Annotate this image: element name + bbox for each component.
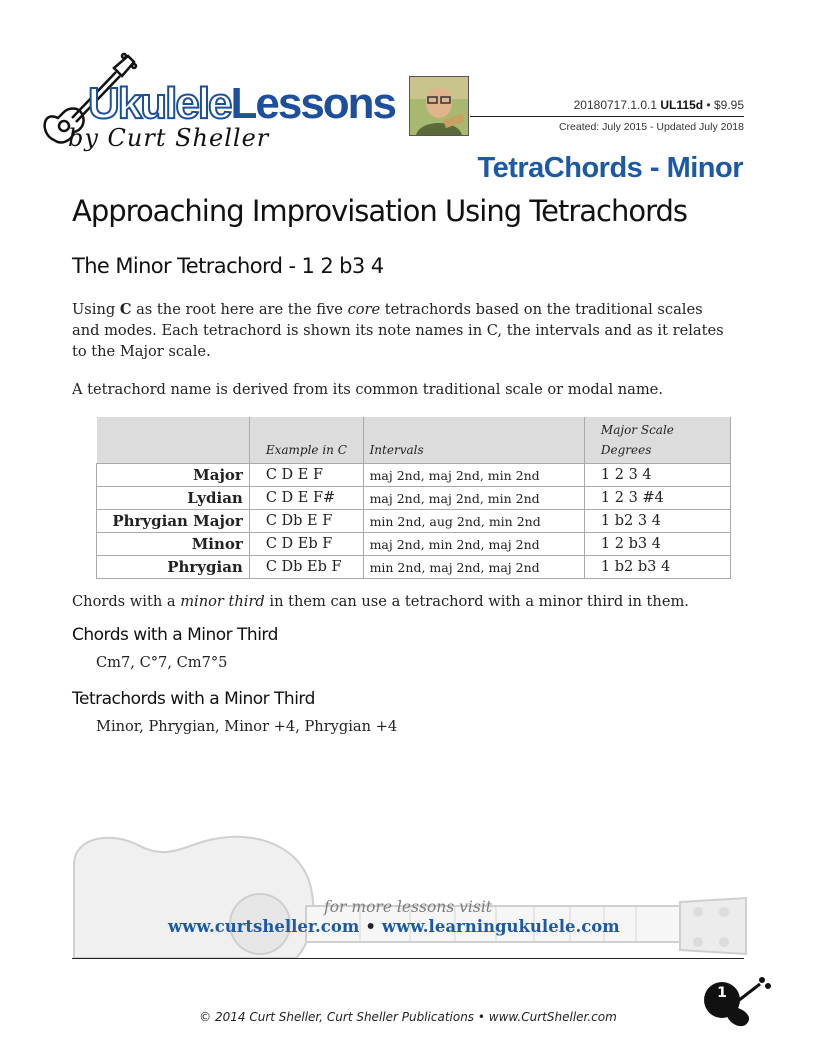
scale-degrees: 1 b2 3 4 [584,510,730,533]
tetrachord-name: Lydian [97,487,250,510]
intervals: maj 2nd, maj 2nd, min 2nd [363,464,584,487]
link-separator: • [365,917,376,936]
table-row [97,464,731,487]
intervals: maj 2nd, maj 2nd, min 2nd [363,487,584,510]
logo-byline: by Curt Sheller [68,124,270,152]
created-updated-dates: Created: July 2015 - Updated July 2018 [558,121,744,133]
footer-divider [72,958,744,959]
minor-third-text-a: Chords with a [72,593,181,610]
header-example: Example in C [249,417,363,464]
intervals: maj 2nd, min 2nd, maj 2nd [363,533,584,556]
author-photo-image [410,77,468,135]
intro-text-c: tetrachords based on the traditional scales and modes. Each tetrachord is shown its note names in C, the intervals and as it relates to the Major scale. [72,301,724,360]
promo-links [168,917,620,936]
tetrachord-name: Phrygian [97,556,250,579]
logo-word-lessons: Lessons [230,79,396,128]
example-notes: C Db Eb F [249,556,363,579]
intro-core-emphasis: core [347,301,381,318]
bullet-separator: • [706,98,711,112]
learningukulele-link[interactable]: www.learningukulele.com [381,917,620,936]
price: $9.95 [713,98,744,112]
author-photo [409,76,469,136]
version-number: 20180717.1.0.1 [573,98,658,112]
tetrachords-minor-third-heading: Tetrachords with a Minor Third [72,689,315,709]
intro-root-note: C [119,301,132,318]
intro-paragraph [72,299,732,362]
header-name-cell [97,417,250,464]
minor-third-emphasis: minor third [180,593,265,610]
product-code: UL115d [660,98,704,112]
table-row [97,510,731,533]
intervals: min 2nd, aug 2nd, min 2nd [363,510,584,533]
example-notes: C D E F# [249,487,363,510]
scale-degrees: 1 2 3 4 [584,464,730,487]
intro-text-b: as the root here are the five [131,301,348,318]
naming-note: A tetrachord name is derived from its common traditional scale or modal name. [72,381,663,398]
copyright-notice: © 2014 Curt Sheller, Curt Sheller Publications • www.CurtSheller.com [199,1010,617,1024]
page-title: Approaching Improvisation Using Tetrachords [72,194,688,228]
version-info [574,98,744,112]
minor-third-note [72,591,732,612]
scale-degrees: 1 2 3 #4 [584,487,730,510]
example-notes: C D Eb F [249,533,363,556]
tetrachord-name: Major [97,464,250,487]
promo-lead-text: for more lessons visit [323,898,493,916]
intro-text-a: Using [72,301,120,318]
minor-third-text-b: in them can use a tetrachord with a minor third in them. [264,593,689,610]
table-row [97,556,731,579]
tetrachord-name: Minor [97,533,250,556]
intervals: min 2nd, maj 2nd, maj 2nd [363,556,584,579]
page-number: 1 [717,985,727,1001]
table-row [97,533,731,556]
chords-minor-third-heading: Chords with a Minor Third [72,625,278,645]
section-subtitle: The Minor Tetrachord - 1 2 b3 4 [72,254,384,278]
logo-word-ukulele: Ukulele [88,79,231,128]
ukulele-watermark-icon [70,824,750,960]
header-degrees-line1: Major Scale [600,423,674,437]
page-ukulele-badge-icon [700,974,772,1034]
header-divider [470,116,744,117]
scale-degrees: 1 b2 b3 4 [584,556,730,579]
curtsheller-link[interactable]: www.curtsheller.com [168,917,360,936]
chords-minor-third-list: Cm7, C°7, Cm7°5 [96,654,228,671]
series-title: TetraChords - Minor [477,152,743,184]
tetrachord-name: Phrygian Major [97,510,250,533]
logo-wordmark [88,79,396,128]
header-degrees [584,417,730,464]
tetrachords-minor-third-list: Minor, Phrygian, Minor +4, Phrygian +4 [96,718,398,735]
header-intervals: Intervals [363,417,584,464]
table-header-row [97,417,731,464]
tetrachord-table [96,417,731,579]
scale-degrees: 1 2 b3 4 [584,533,730,556]
header-degrees-line2: Degrees [600,443,652,457]
example-notes: C D E F [249,464,363,487]
example-notes: C Db E F [249,510,363,533]
table-row [97,487,731,510]
